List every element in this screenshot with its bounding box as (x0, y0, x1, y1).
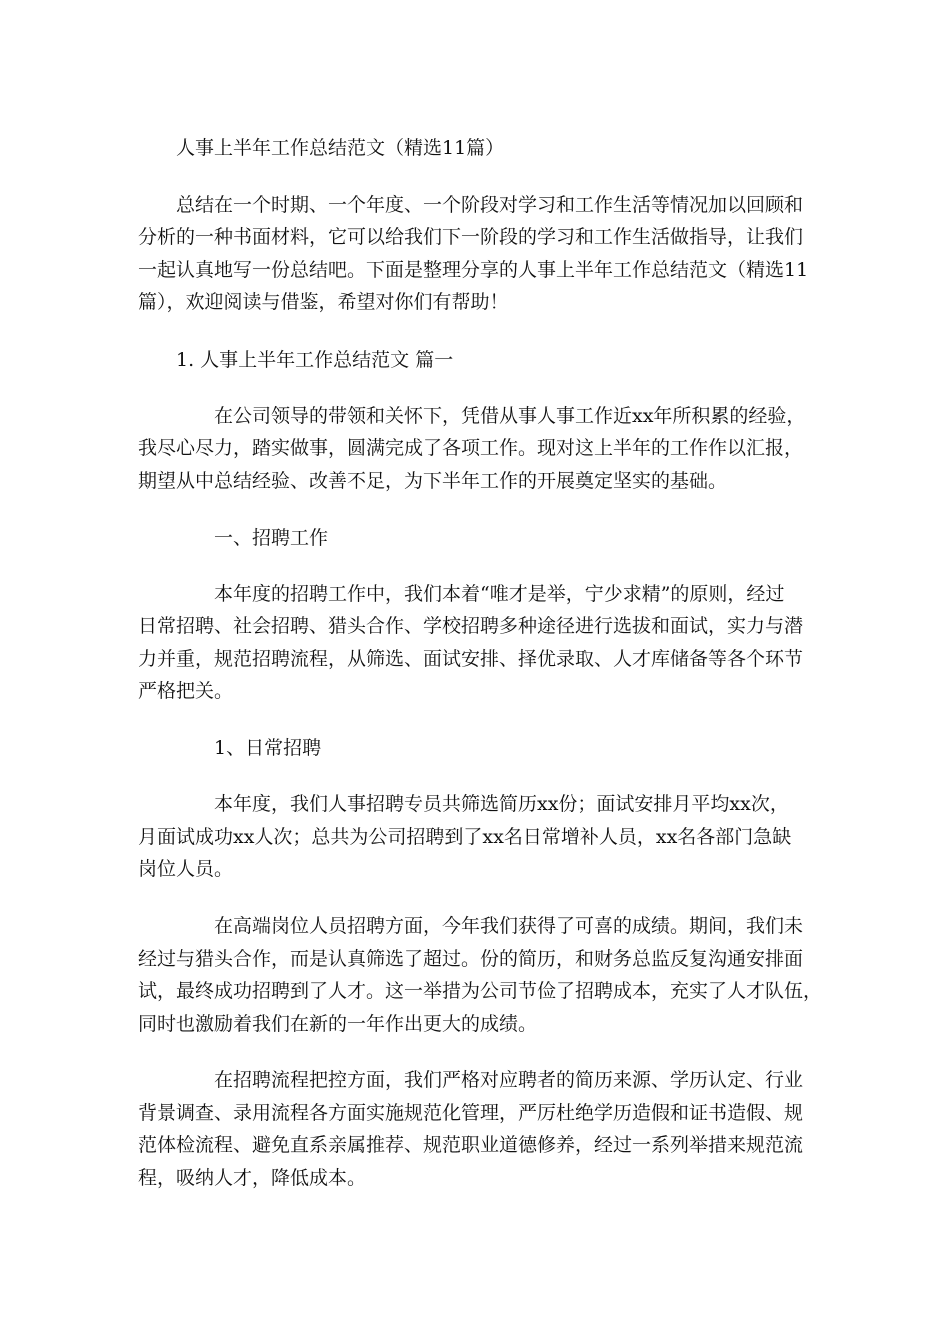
paragraph-line: 期望从中总结经验、改善不足，为下半年工作的开展奠定坚实的基础。 (138, 470, 728, 492)
intro-line: 篇），欢迎阅读与借鉴，希望对你们有帮助！ (138, 291, 509, 313)
paragraph-line: 在招聘流程把控方面，我们严格对应聘者的简历来源、学历认定、行业 (214, 1069, 804, 1091)
paragraph-line: 同时也激励着我们在新的一年作出更大的成绩。 (138, 1013, 538, 1035)
paragraph-line: 经过与猎头合作，而是认真筛选了超过。份的简历，和财务总监反复沟通安排面 (138, 948, 804, 970)
paragraph-line: 月面试成功xx人次；总共为公司招聘到了xx名日常增补人员，xx名各部门急缺 (138, 826, 792, 848)
paragraph-line: 本年度，我们人事招聘专员共筛选简历xx份；面试安排月平均xx次， (214, 793, 789, 815)
paragraph-line: 试，最终成功招聘到了人才。这一举措为公司节俭了招聘成本，充实了人才队伍， (138, 980, 823, 1002)
intro-line: 一起认真地写一份总结吧。下面是整理分享的人事上半年工作总结范文（精选11 (138, 259, 809, 281)
paragraph-line: 岗位人员。 (138, 858, 234, 880)
sub-heading: 1、日常招聘 (214, 737, 322, 759)
intro-line: 分析的一种书面材料，它可以给我们下一阶段的学习和工作生活做指导，让我们 (138, 226, 804, 248)
paragraph-line: 程，吸纳人才，降低成本。 (138, 1167, 367, 1189)
document-title: 人事上半年工作总结范文（精选11篇） (176, 137, 505, 159)
paragraph-line: 日常招聘、社会招聘、猎头合作、学校招聘多种途径进行选拔和面试，实力与潜 (138, 615, 804, 637)
sub-heading: 一、招聘工作 (214, 527, 329, 549)
paragraph-line: 我尽心尽力，踏实做事，圆满完成了各项工作。现对这上半年的工作作以汇报， (138, 437, 804, 459)
paragraph-line: 在公司领导的带领和关怀下，凭借从事人事工作近xx年所积累的经验， (214, 405, 806, 427)
paragraph-line: 在高端岗位人员招聘方面，今年我们获得了可喜的成绩。期间，我们未 (214, 915, 804, 937)
paragraph-line: 力并重，规范招聘流程，从筛选、面试安排、择优录取、人才库储备等各个环节 (138, 648, 804, 670)
paragraph-line: 范体检流程、避免直系亲属推荐、规范职业道德修养，经过一系列举措来规范流 (138, 1134, 804, 1156)
paragraph-line: 严格把关。 (138, 680, 234, 702)
paragraph-line: 背景调查、录用流程各方面实施规范化管理，严厉杜绝学历造假和证书造假、规 (138, 1102, 804, 1124)
paragraph-line: 本年度的招聘工作中，我们本着“唯才是举，宁少求精”的原则，经过 (214, 583, 785, 605)
intro-line: 总结在一个时期、一个年度、一个阶段对学习和工作生活等情况加以回顾和 (176, 194, 804, 216)
section-heading: 1. 人事上半年工作总结范文 篇一 (176, 349, 454, 371)
